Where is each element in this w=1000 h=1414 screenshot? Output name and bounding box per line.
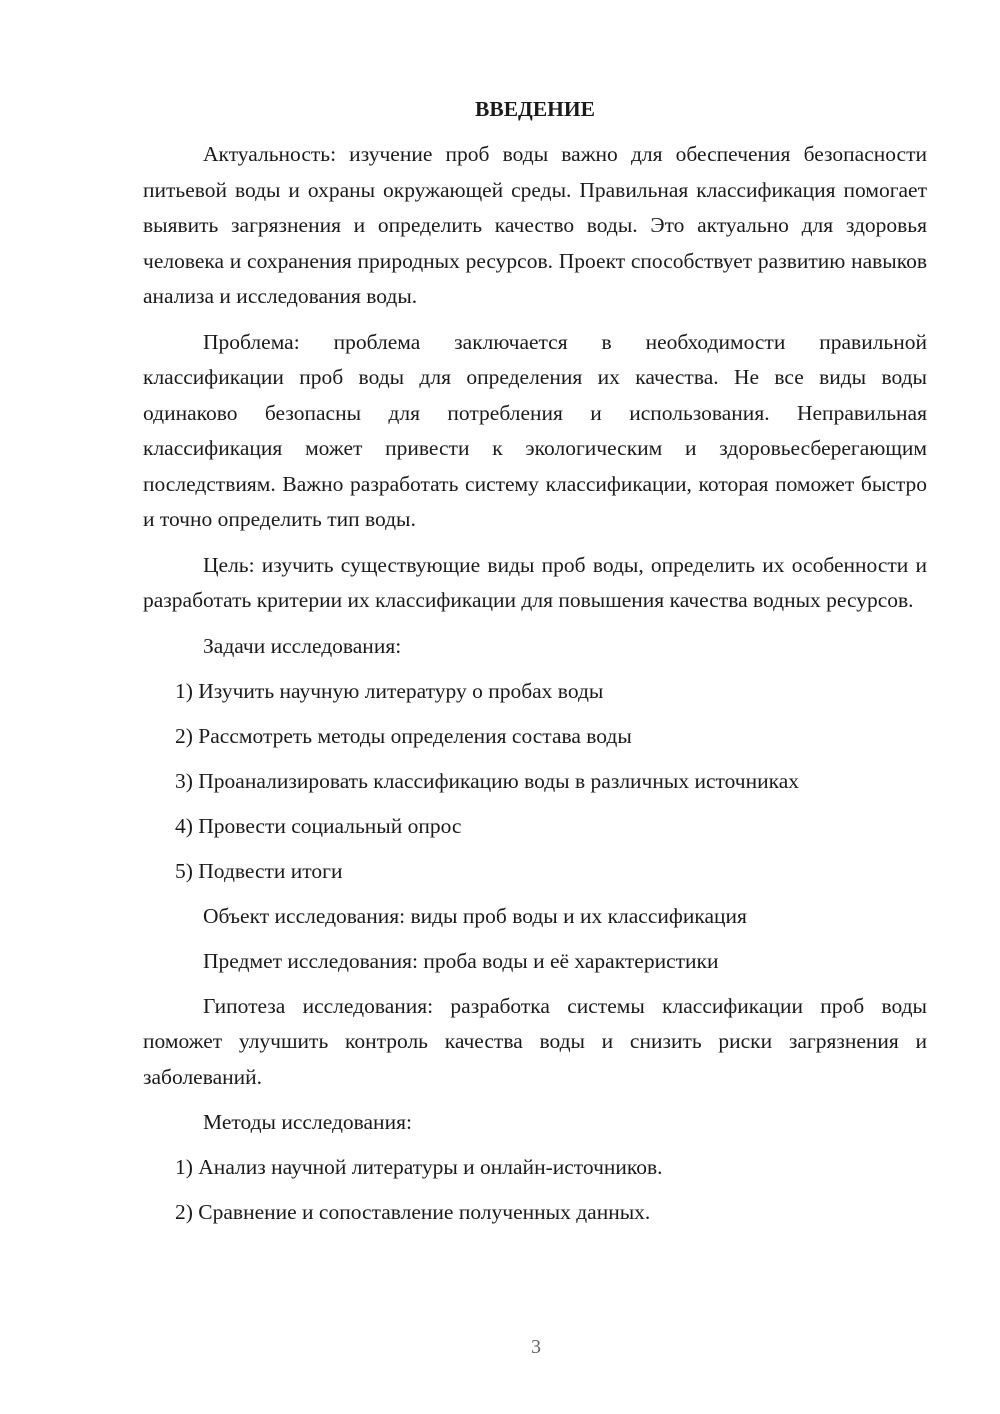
task-item: 5) Подвести итоги	[175, 858, 343, 883]
page-number: 3	[531, 1336, 541, 1358]
tasks-heading: Задачи исследования:	[203, 633, 402, 658]
problem-paragraph: Проблема: проблема заключается в необходимости правильной классификации проб воды для определения их качества. Не все виды воды одинаково безопасны для потребления и использования. Неправильная классификация может привести к экологическим и здоровьесберегающим последствиям. Важно разработать систему классификации, которая поможет быстро и точно определить тип воды.	[143, 329, 927, 531]
method-item: 2) Сравнение и сопоставление полученных данных.	[175, 1200, 651, 1224]
page-content	[143, 92, 927, 1240]
task-item: 1) Изучить научную литературу о пробах воды	[175, 678, 604, 703]
task-item: 2) Рассмотреть методы определения состава воды	[175, 723, 632, 748]
method-item: 1) Анализ научной литературы и онлайн-источников.	[175, 1155, 663, 1179]
task-item: 4) Провести социальный опрос	[175, 813, 462, 838]
goal-paragraph: Цель: изучить существующие виды проб воды, определить их особенности и разработать критерии их классификации для повышения качества водных ресурсов.	[143, 552, 927, 612]
hypothesis-paragraph: Гипотеза исследования: разработка системы классификации проб воды поможет улучшить контроль качества воды и снизить риски загрязнения и заболеваний.	[143, 993, 927, 1089]
relevance-paragraph: Актуальность: изучение проб воды важно для обеспечения безопасности питьевой воды и охраны окружающей среды. Правильная классификация помогает выявить загрязнения и определить качество воды. Это актуально для здоровья человека и сохранения природных ресурсов. Проект способствует развитию навыков анализа и исследования воды.	[143, 142, 927, 308]
research-subject: Предмет исследования: проба воды и её характеристики	[203, 948, 719, 973]
research-object: Объект исследования: виды проб воды и их классификация	[203, 903, 747, 928]
task-item: 3) Проанализировать классификацию воды в различных источниках	[175, 768, 800, 793]
section-heading: ВВЕДЕНИЕ	[475, 97, 595, 121]
methods-heading: Методы исследования:	[203, 1110, 412, 1134]
